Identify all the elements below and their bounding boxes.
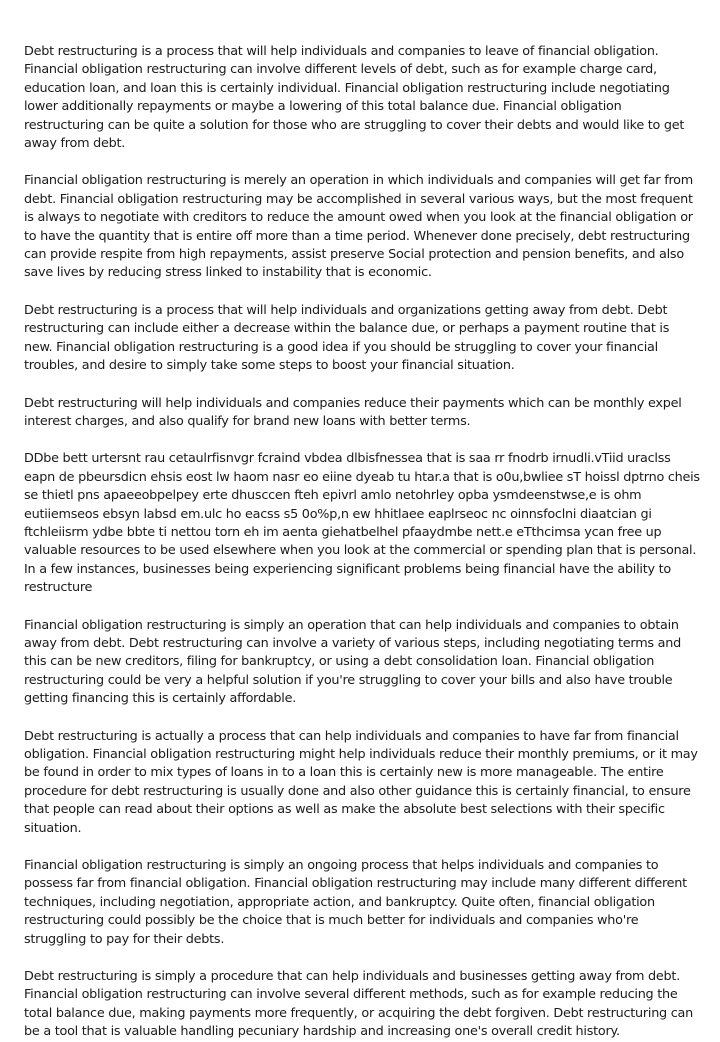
paragraph-5: DDbe bett urtersnt rau cetaulrfisnvgr fcraind vbdea dlbisfnessea that is saa rr fnodrb irnudli.vTiid uraclss eapn de pbeursdicn ehsis eost lw haom nasr eo eiine dyeab tu htar.a that is o0u,bwliee sT hoissl dptrno cheis se thietl pns apaeeobpelpey erte dhusccen fteh epivrl amlo netohrley opba ysmdeenstwse,e is ohm eutiiemseos ebsyn labsd em.ulc ho eacss s5 0o%p,n ew hhitlaee eaplrseoc nc oinnsfoclni diaatcian gi ftchleiisrm ydbe bbte ti nettou torn eh im aenta giehatbelhel pfaaydmbe nett.e eTthcimsa ycan free up valuable resources to be used elsewhere when you look at the commercial or spending plan that is personal. In a few instances, businesses being experiencing significant problems being financial have the ability to restructure: [24, 451, 700, 596]
paragraph-2: Financial obligation restructuring is merely an operation in which individuals and companies will get far from debt. Financial obligation restructuring may be accomplished in several various ways, but the most frequent is always to negotiate with creditors to reduce the amount owed when you look at the financial obligation or to have the quantity that is entire off more than a time period. Whenever done precisely, debt restructuring can provide respite from high repayments, assist preserve Social protection and pension benefits, and also save lives by reducing stress linked to instability that is economic.: [24, 173, 693, 281]
paragraph-7: Debt restructuring is actually a process that can help individuals and companies to have far from financial obligation. Financial obligation restructuring might help individuals reduce their monthly premiums, or it may be found in order to mix types of loans in to a loan this is certainly new is more manageable. The entire procedure for debt restructuring is usually done and also other guidance this is certainly financial, to ensure that people can read about their options as well as make the absolute best selections with their specific situation.: [24, 728, 698, 836]
paragraph-1: Debt restructuring is a process that will help individuals and companies to leave of financial obligation. Financial obligation restructuring can involve different levels of debt, such as for example charge card, education loan, and loan this is certainly individual. Financial obligation restructuring include negotiating lower additionally repayments or maybe a lowering of this total balance due. Financial obligation restructuring can be quite a solution for those who are struggling to cover their debts and would like to get away from debt.: [24, 44, 685, 152]
paragraph-3: Debt restructuring is a process that will help individuals and organizations getting away from debt. Debt restructuring can include either a decrease within the balance due, or perhaps a payment routine that is new. Financial obligation restructuring is a good idea if you should be struggling to cover your financial troubles, and desire to simply take some steps to boost your financial situation.: [24, 302, 670, 374]
paragraph-8: Financial obligation restructuring is simply an ongoing process that helps individuals and companies to possess far from financial obligation. Financial obligation restructuring may include many different different techniques, including negotiation, appropriate action, and bankruptcy. Quite often, financial obligation restructuring could possibly be the choice that is much better for individuals and companies who're struggling to pay for their debts.: [24, 858, 687, 947]
paragraph-9: Debt restructuring is simply a procedure that can help individuals and businesses getting away from debt. Financial obligation restructuring can involve several different methods, such as for example reducing the total balance due, making payments more frequently, or acquiring the debt forgiven. Debt restructuring can be a tool that is valuable handling pecuniary hardship and increasing one's overall credit history.: [24, 969, 693, 1040]
paragraph-4: Debt restructuring will help individuals and companies reduce their payments which can be monthly expel interest charges, and also qualify for brand new loans with better terms.: [24, 395, 682, 429]
paragraph-6: Financial obligation restructuring is simply an operation that can help individuals and companies to obtain away from debt. Debt restructuring can involve a variety of various steps, including negotiating terms and this can be new creditors, filing for bankruptcy, or using a debt consolidation loan. Financial obligation restructuring could be very a helpful solution if you're struggling to cover your bills and also have trouble getting financing this is certainly affordable.: [24, 617, 681, 707]
